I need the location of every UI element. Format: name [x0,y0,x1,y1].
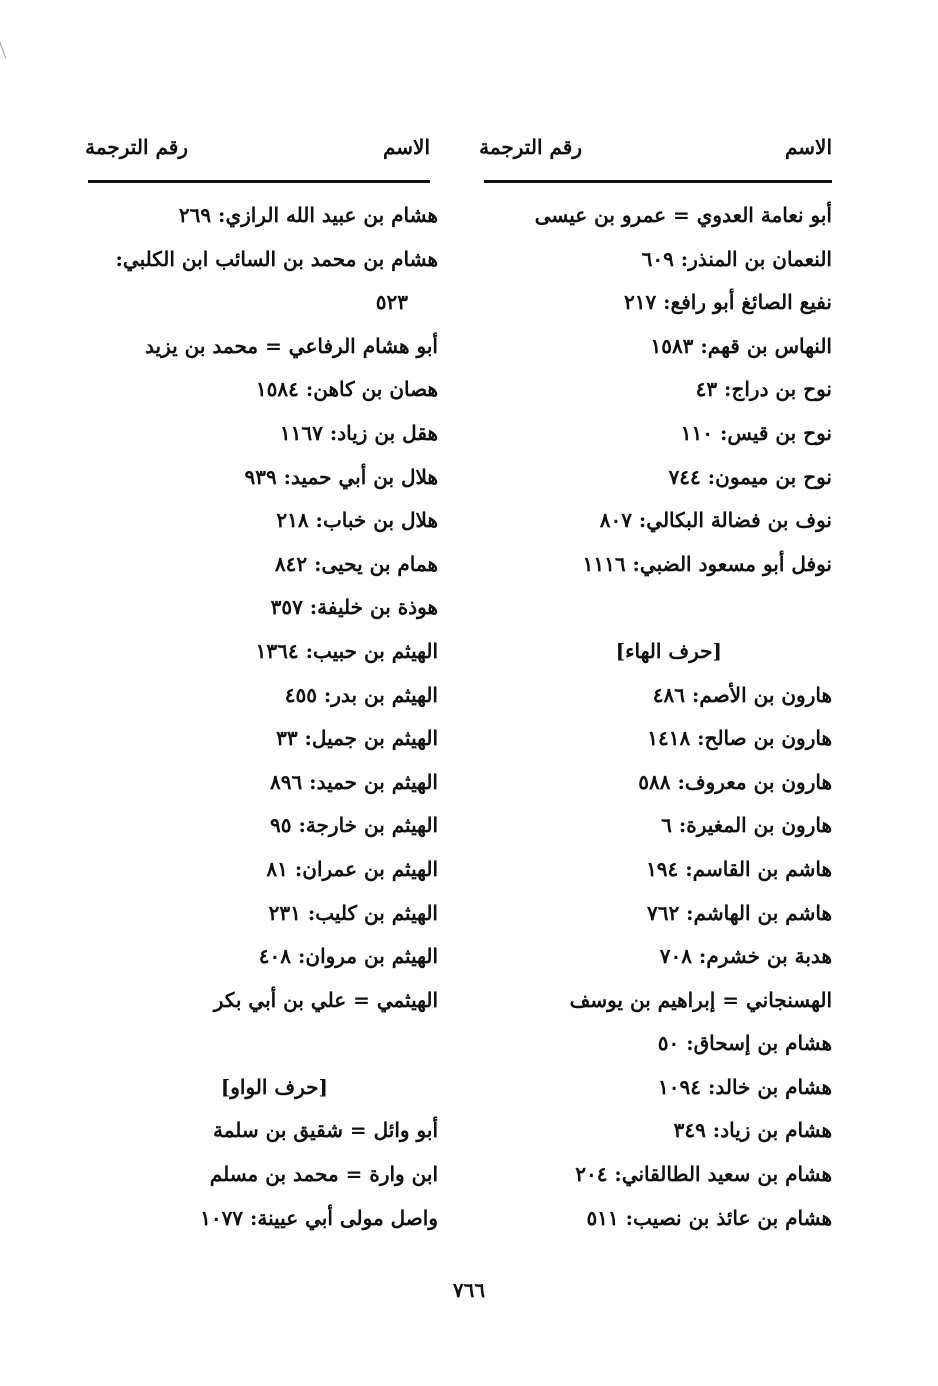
list-item: ابن وارة = محمد بن مسلم [209,1162,438,1187]
list-item: هشام بن محمد بن السائب ابن الكلبي: [115,246,438,271]
list-item: الهيثم بن كليب: ٢٣١ [268,900,438,925]
list-item: هارون بن معروف: ٥٨٨ [638,769,832,794]
blank-line [470,586,832,630]
list-item: الهيثمي = علي بن أبي بكر [213,987,438,1012]
list-item: نوح بن قيس: ١١٠ [680,420,832,445]
list-item: هارون بن الأصم: ٤٨٦ [652,682,832,707]
list-item: همام بن يحيى: ٨٤٢ [274,551,438,576]
header-rule [88,180,430,183]
list-item: الهيثم بن مروان: ٤٠٨ [258,944,438,969]
section-heading: [حرف الهاء] [615,638,722,663]
list-item: الهيثم بن حبيب: ١٣٦٤ [255,638,438,663]
list-item: أبو نعامة العدوي = عمرو بن عيسى [534,203,832,227]
list-item: هشام بن سعيد الطالقاني: ٢٠٤ [575,1162,832,1187]
list-item: هشام بن زياد: ٣٤٩ [673,1118,832,1143]
list-item: هاشم بن الهاشم: ٧٦٢ [646,900,832,925]
list-item: أبو وائل = شقيق بن سلمة [213,1118,438,1143]
list-item: هلال بن خباب: ٢١٨ [276,508,438,533]
blank-line [86,1022,438,1066]
list-item: نفيع الصائغ أبو رافع: ٢١٧ [623,290,832,315]
list-item: الهيثم بن بدر: ٤٥٥ [284,682,438,707]
page-number: ٧٦٦ [452,1278,486,1302]
list-item: هشام بن خالد: ١٠٩٤ [658,1074,832,1099]
list-item: نوفل أبو مسعود الضبي: ١١١٦ [582,551,832,576]
list-item-continuation: ٥٢٣ [375,290,408,315]
list-item: الهيثم بن حميد: ٨٩٦ [269,769,438,794]
column-header-number: رقم الترجمة [85,135,188,159]
list-item: هشام بن إسحاق: ٥٠ [657,1031,832,1056]
list-item: هصان بن كاهن: ١٥٨٤ [255,377,438,402]
list-item: هقل بن زياد: ١١٦٧ [279,420,438,445]
list-item: الهيثم بن جميل: ٣٣ [276,726,438,751]
list-item: الهيثم بن عمران: ٨١ [266,856,438,881]
list-item: هاشم بن القاسم: ١٩٤ [646,856,832,881]
list-item: هشام بن عبيد الله الرازي: ٢٦٩ [178,203,438,227]
entry-list [470,194,832,1240]
list-item: نوح بن ميمون: ٧٤٤ [668,464,832,489]
list-item: هارون بن المغيرة: ٦ [661,813,832,838]
section-heading: [حرف الواو] [220,1074,328,1099]
list-item: هوذة بن خليفة: ٣٥٧ [270,595,438,620]
column-header-number: رقم الترجمة [479,135,582,159]
list-item: هشام بن عائذ بن نصيب: ٥١١ [586,1205,832,1230]
list-item: نوح بن دراج: ٤٣ [695,377,832,402]
list-item: هلال بن أبي حميد: ٩٣٩ [244,464,438,489]
header-rule [484,180,832,183]
list-item: الهسنجاني = إبراهيم بن يوسف [569,987,832,1012]
list-item: النهاس بن قهم: ١٥٨٣ [650,333,832,358]
column-header-name: الاسم [784,135,832,159]
column-header-name: الاسم [382,135,430,159]
margin-mark [0,39,12,58]
list-item: النعمان بن المنذر: ٦٠٩ [641,246,832,271]
list-item: هدبة بن خشرم: ٧٠٨ [659,944,832,969]
list-item: هارون بن صالح: ١٤١٨ [647,726,832,751]
list-item: الهيثم بن خارجة: ٩٥ [270,813,438,838]
list-item: واصل مولى أبي عيينة: ١٠٧٧ [200,1205,438,1230]
entry-list [86,194,438,1240]
list-item: نوف بن فضالة البكالي: ٨٠٧ [599,508,832,533]
list-item: أبو هشام الرفاعي = محمد بن يزيد [145,333,438,358]
